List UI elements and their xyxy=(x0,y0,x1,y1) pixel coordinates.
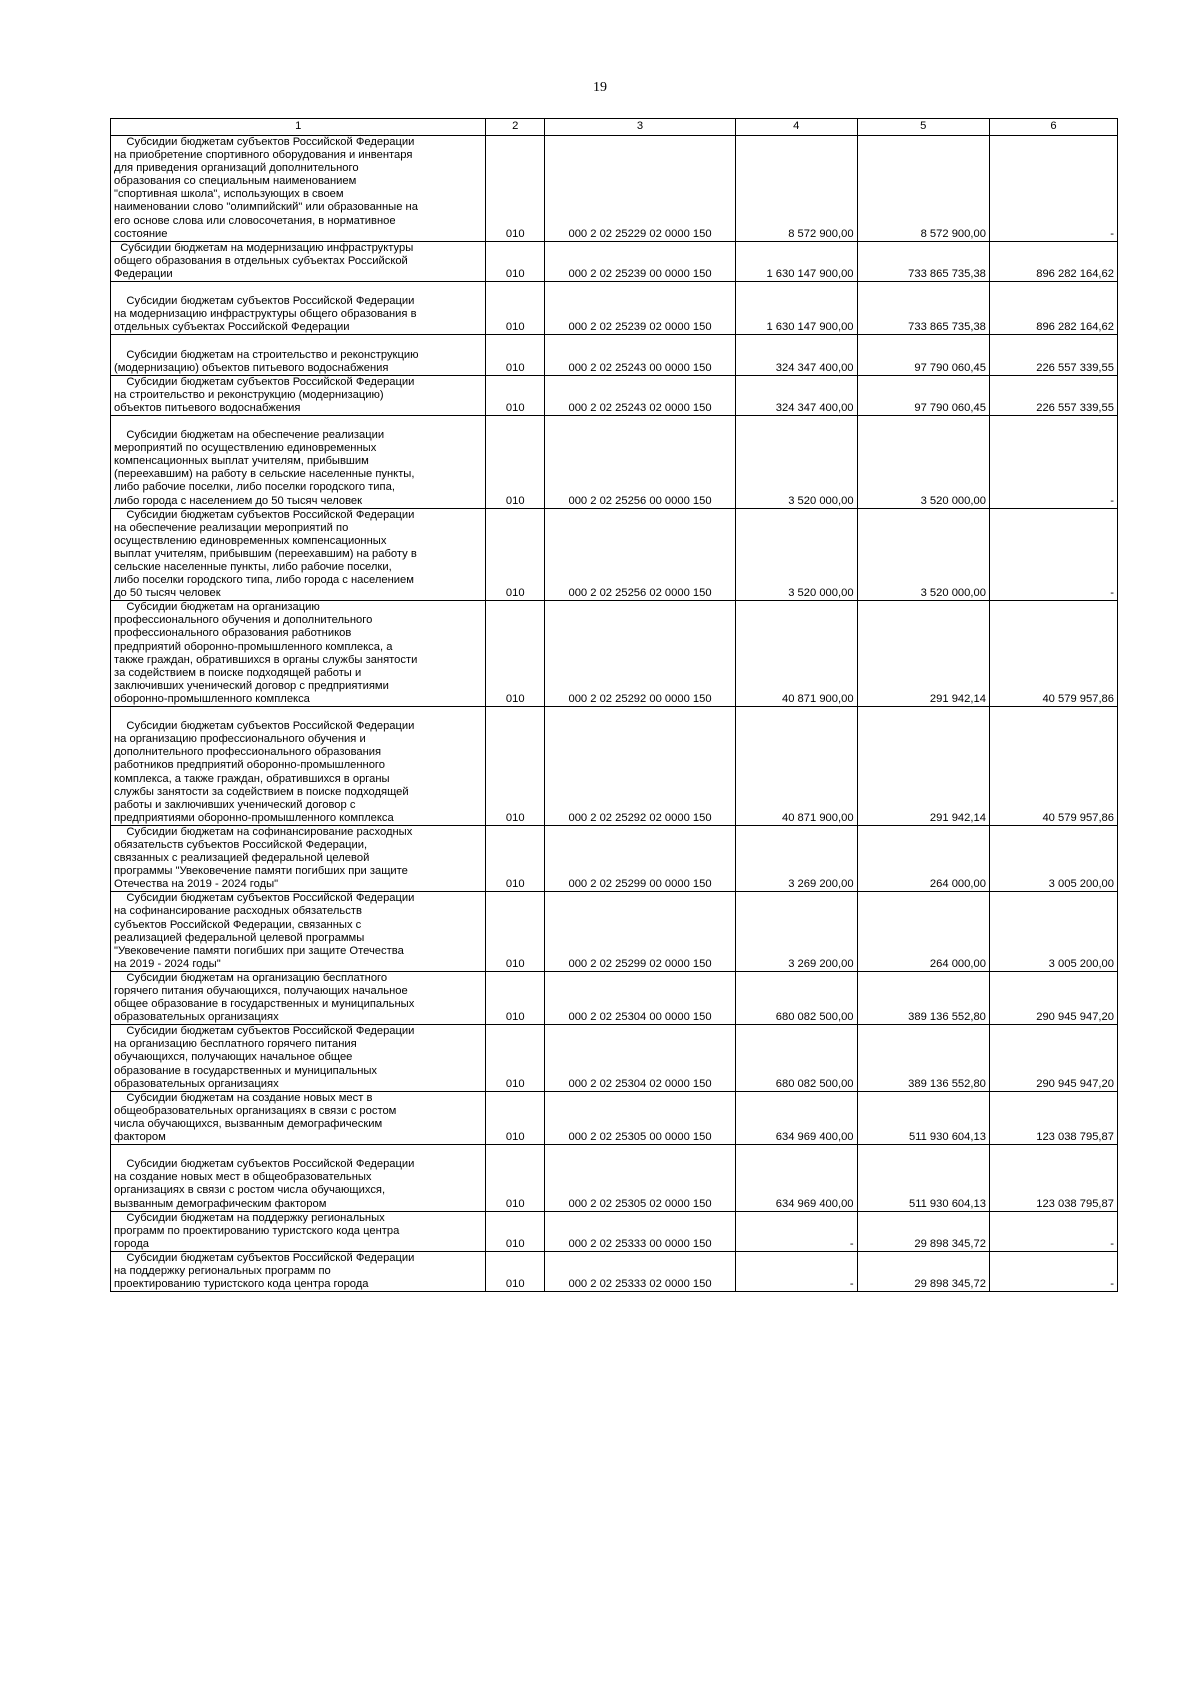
row-description: Субсидии бюджетам на строительство и реконструкцию (модернизацию) объектов питьевого водоснабжения xyxy=(111,335,486,375)
row-unexecuted-amount: 896 282 164,62 xyxy=(989,241,1117,281)
column-header: 3 xyxy=(545,119,736,136)
column-header: 6 xyxy=(989,119,1117,136)
row-executed-amount: 97 790 060,45 xyxy=(857,335,989,375)
row-executed-amount: 511 930 604,13 xyxy=(857,1145,989,1211)
table-row xyxy=(111,1145,1118,1211)
row-description: Субсидии бюджетам субъектов Российской Федерации на организацию профессионального обучения и дополнительного профессионального образования работников предприятий оборонно-промышленного комплекса, а также граждан, обратившихся в органы службы занятости за содействием в поиске подходящей работы и заключивших ученический договор с предприятиями оборонно-промышленного комплекса xyxy=(111,707,486,826)
row-executed-amount: 97 790 060,45 xyxy=(857,375,989,415)
row-executed-amount: 511 930 604,13 xyxy=(857,1091,989,1144)
row-executed-amount: 3 520 000,00 xyxy=(857,415,989,508)
row-approved-amount: 3 520 000,00 xyxy=(736,508,858,601)
row-code: 010 xyxy=(486,1251,545,1291)
row-code: 010 xyxy=(486,707,545,826)
table-row xyxy=(111,282,1118,335)
row-code: 010 xyxy=(486,971,545,1024)
row-executed-amount: 733 865 735,38 xyxy=(857,282,989,335)
row-executed-amount: 29 898 345,72 xyxy=(857,1211,989,1251)
row-unexecuted-amount: 3 005 200,00 xyxy=(989,825,1117,891)
row-executed-amount: 3 520 000,00 xyxy=(857,508,989,601)
row-approved-amount: 324 347 400,00 xyxy=(736,375,858,415)
row-code: 010 xyxy=(486,282,545,335)
row-approved-amount: 680 082 500,00 xyxy=(736,971,858,1024)
row-code: 010 xyxy=(486,601,545,707)
row-unexecuted-amount: - xyxy=(989,1211,1117,1251)
table-row xyxy=(111,136,1118,242)
table-row xyxy=(111,508,1118,601)
row-budget-code: 000 2 02 25239 02 0000 150 xyxy=(545,282,736,335)
column-header: 1 xyxy=(111,119,486,136)
row-approved-amount: 634 969 400,00 xyxy=(736,1091,858,1144)
row-unexecuted-amount: 40 579 957,86 xyxy=(989,707,1117,826)
row-code: 010 xyxy=(486,825,545,891)
row-executed-amount: 291 942,14 xyxy=(857,707,989,826)
row-budget-code: 000 2 02 25304 00 0000 150 xyxy=(545,971,736,1024)
table-row xyxy=(111,1091,1118,1144)
row-description: Субсидии бюджетам на модернизацию инфраструктуры общего образования в отдельных субъектах Российской Федерации xyxy=(111,241,486,281)
row-description: Субсидии бюджетам субъектов Российской Федерации на обеспечение реализации мероприятий по осуществлению единовременных компенсационных выплат учителям, прибывшим (переехавшим) на работу в сельские населенные пункты, либо рабочие поселки, либо поселки городского типа, либо города с населением до 50 тысяч человек xyxy=(111,508,486,601)
table-row xyxy=(111,375,1118,415)
row-code: 010 xyxy=(486,136,545,242)
row-description: Субсидии бюджетам на организацию профессионального обучения и дополнительного профессионального образования работников предприятий оборонно-промышленного комплекса, а также граждан, обратившихся в органы службы занятости за содействием в поиске подходящей работы и заключивших ученический договор с предприятиями оборонно-промышленного комплекса xyxy=(111,601,486,707)
row-code: 010 xyxy=(486,335,545,375)
row-code: 010 xyxy=(486,241,545,281)
row-approved-amount: 1 630 147 900,00 xyxy=(736,241,858,281)
row-approved-amount: 680 082 500,00 xyxy=(736,1025,858,1091)
row-description: Субсидии бюджетам на поддержку региональных программ по проектированию туристского кода центра города xyxy=(111,1211,486,1251)
row-approved-amount: 40 871 900,00 xyxy=(736,707,858,826)
row-budget-code: 000 2 02 25333 00 0000 150 xyxy=(545,1211,736,1251)
row-budget-code: 000 2 02 25239 00 0000 150 xyxy=(545,241,736,281)
row-executed-amount: 29 898 345,72 xyxy=(857,1251,989,1291)
table-row xyxy=(111,892,1118,972)
row-budget-code: 000 2 02 25305 00 0000 150 xyxy=(545,1091,736,1144)
row-approved-amount: 3 269 200,00 xyxy=(736,892,858,972)
row-approved-amount: 40 871 900,00 xyxy=(736,601,858,707)
row-approved-amount: 634 969 400,00 xyxy=(736,1145,858,1211)
row-description: Субсидии бюджетам на организацию бесплатного горячего питания обучающихся, получающих начальное общее образование в государственных и муниципальных образовательных организациях xyxy=(111,971,486,1024)
row-unexecuted-amount: 3 005 200,00 xyxy=(989,892,1117,972)
column-header: 2 xyxy=(486,119,545,136)
table-row xyxy=(111,1211,1118,1251)
row-executed-amount: 8 572 900,00 xyxy=(857,136,989,242)
table-row xyxy=(111,825,1118,891)
row-unexecuted-amount: - xyxy=(989,136,1117,242)
table-row xyxy=(111,1251,1118,1291)
table-row xyxy=(111,707,1118,826)
page-number: 19 xyxy=(593,80,607,95)
row-unexecuted-amount: 40 579 957,86 xyxy=(989,601,1117,707)
row-approved-amount: 3 520 000,00 xyxy=(736,415,858,508)
row-budget-code: 000 2 02 25305 02 0000 150 xyxy=(545,1145,736,1211)
row-executed-amount: 291 942,14 xyxy=(857,601,989,707)
row-approved-amount: 1 630 147 900,00 xyxy=(736,282,858,335)
row-unexecuted-amount: 896 282 164,62 xyxy=(989,282,1117,335)
row-code: 010 xyxy=(486,892,545,972)
row-executed-amount: 264 000,00 xyxy=(857,892,989,972)
row-approved-amount: 324 347 400,00 xyxy=(736,335,858,375)
row-budget-code: 000 2 02 25299 00 0000 150 xyxy=(545,825,736,891)
row-budget-code: 000 2 02 25299 02 0000 150 xyxy=(545,892,736,972)
row-budget-code: 000 2 02 25243 00 0000 150 xyxy=(545,335,736,375)
row-code: 010 xyxy=(486,1211,545,1251)
row-code: 010 xyxy=(486,1145,545,1211)
row-unexecuted-amount: - xyxy=(989,1251,1117,1291)
row-approved-amount: 3 269 200,00 xyxy=(736,825,858,891)
table-row xyxy=(111,415,1118,508)
row-budget-code: 000 2 02 25304 02 0000 150 xyxy=(545,1025,736,1091)
row-approved-amount: - xyxy=(736,1251,858,1291)
row-unexecuted-amount: 226 557 339,55 xyxy=(989,375,1117,415)
row-description: Субсидии бюджетам субъектов Российской Федерации на модернизацию инфраструктуры общего образования в отдельных субъектах Российской Федерации xyxy=(111,282,486,335)
row-unexecuted-amount: 290 945 947,20 xyxy=(989,1025,1117,1091)
row-budget-code: 000 2 02 25229 02 0000 150 xyxy=(545,136,736,242)
table-row xyxy=(111,971,1118,1024)
row-unexecuted-amount: - xyxy=(989,508,1117,601)
row-description: Субсидии бюджетам субъектов Российской Федерации на строительство и реконструкцию (модернизацию) объектов питьевого водоснабжения xyxy=(111,375,486,415)
row-description: Субсидии бюджетам на софинансирование расходных обязательств субъектов Российской Федерации, связанных с реализацией федеральной целевой программы "Увековечение памяти погибших при защите Отечества на 2019 - 2024 годы" xyxy=(111,825,486,891)
row-unexecuted-amount: 290 945 947,20 xyxy=(989,971,1117,1024)
column-header: 4 xyxy=(736,119,858,136)
table-row xyxy=(111,335,1118,375)
column-number-row xyxy=(111,119,1118,136)
row-budget-code: 000 2 02 25243 02 0000 150 xyxy=(545,375,736,415)
row-description: Субсидии бюджетам субъектов Российской Федерации на поддержку региональных программ по проектированию туристского кода центра города xyxy=(111,1251,486,1291)
row-unexecuted-amount: - xyxy=(989,415,1117,508)
row-code: 010 xyxy=(486,1025,545,1091)
row-executed-amount: 389 136 552,80 xyxy=(857,971,989,1024)
row-code: 010 xyxy=(486,1091,545,1144)
row-description: Субсидии бюджетам субъектов Российской Федерации на софинансирование расходных обязательств субъектов Российской Федерации, связанных с реализацией федеральной целевой программы "Увековечение памяти погибших при защите Отечества на 2019 - 2024 годы" xyxy=(111,892,486,972)
row-code: 010 xyxy=(486,415,545,508)
row-description: Субсидии бюджетам на обеспечение реализации мероприятий по осуществлению единовременных компенсационных выплат учителям, прибывшим (переехавшим) на работу в сельские населенные пункты, либо рабочие поселки, либо поселки городского типа, либо города с населением до 50 тысяч человек xyxy=(111,415,486,508)
row-budget-code: 000 2 02 25292 02 0000 150 xyxy=(545,707,736,826)
row-executed-amount: 264 000,00 xyxy=(857,825,989,891)
table-row xyxy=(111,1025,1118,1091)
row-budget-code: 000 2 02 25333 02 0000 150 xyxy=(545,1251,736,1291)
row-unexecuted-amount: 123 038 795,87 xyxy=(989,1145,1117,1211)
row-budget-code: 000 2 02 25292 00 0000 150 xyxy=(545,601,736,707)
table-row xyxy=(111,601,1118,707)
revenue-table xyxy=(110,118,1118,1292)
row-description: Субсидии бюджетам субъектов Российской Федерации на организацию бесплатного горячего питания обучающихся, получающих начальное общее образование в государственных и муниципальных образовательных организациях xyxy=(111,1025,486,1091)
table-row xyxy=(111,241,1118,281)
row-unexecuted-amount: 226 557 339,55 xyxy=(989,335,1117,375)
row-description: Субсидии бюджетам на создание новых мест в общеобразовательных организациях в связи с ростом числа обучающихся, вызванным демографическим фактором xyxy=(111,1091,486,1144)
row-code: 010 xyxy=(486,375,545,415)
row-budget-code: 000 2 02 25256 00 0000 150 xyxy=(545,415,736,508)
row-executed-amount: 733 865 735,38 xyxy=(857,241,989,281)
row-budget-code: 000 2 02 25256 02 0000 150 xyxy=(545,508,736,601)
row-approved-amount: - xyxy=(736,1211,858,1251)
row-approved-amount: 8 572 900,00 xyxy=(736,136,858,242)
row-description: Субсидии бюджетам субъектов Российской Федерации на приобретение спортивного оборудования и инвентаря для приведения организаций дополнительного образования со специальным наименованием "спортивная школа", использующих в своем наименовании слово "олимпийский" или образованные на его основе слова или словосочетания, в нормативное состояние xyxy=(111,136,486,242)
row-code: 010 xyxy=(486,508,545,601)
row-description: Субсидии бюджетам субъектов Российской Федерации на создание новых мест в общеобразовательных организациях в связи с ростом числа обучающихся, вызванным демографическим фактором xyxy=(111,1145,486,1211)
row-executed-amount: 389 136 552,80 xyxy=(857,1025,989,1091)
row-unexecuted-amount: 123 038 795,87 xyxy=(989,1091,1117,1144)
column-header: 5 xyxy=(857,119,989,136)
